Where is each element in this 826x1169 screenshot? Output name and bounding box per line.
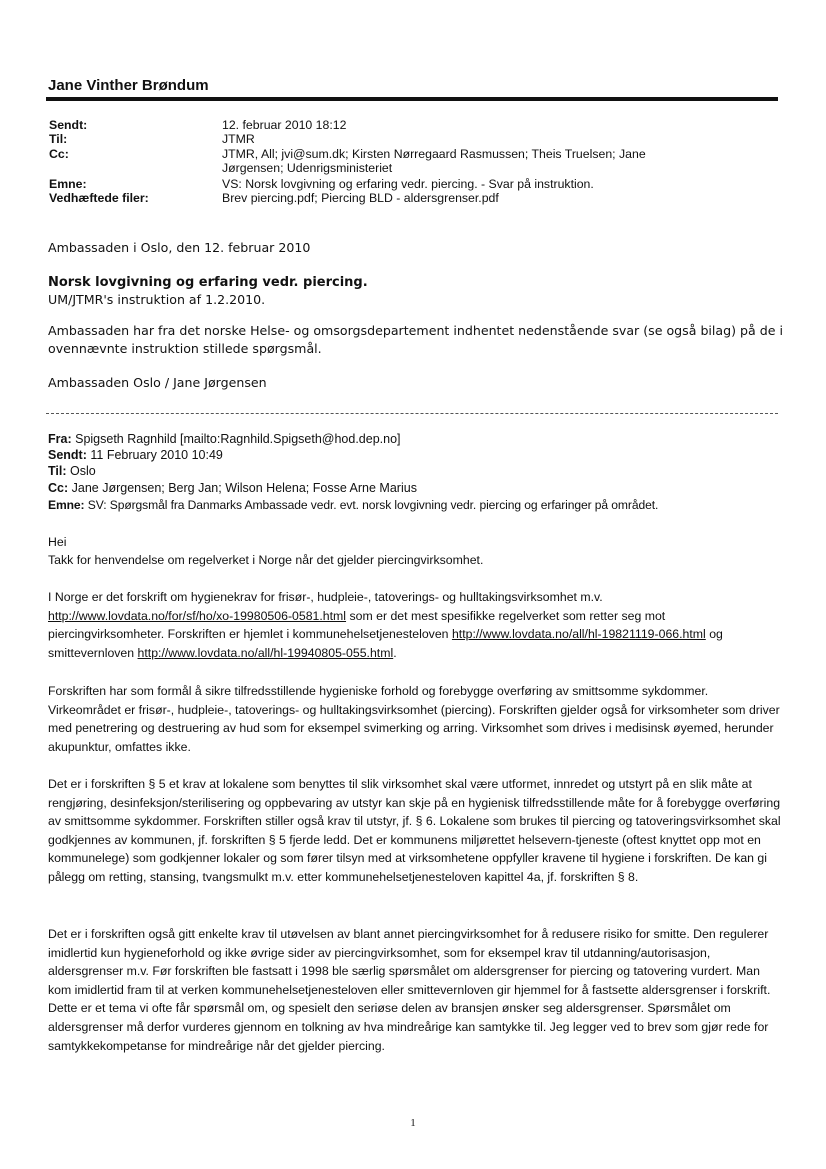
page-number: 1 [410, 1117, 416, 1129]
forward-cc-label: Cc: [48, 481, 69, 495]
forward-sent-label: Sendt: [48, 448, 87, 462]
p1-text-c: og smittevernloven [48, 627, 723, 660]
attachments-value: Brev piercing.pdf; Piercing BLD - aldersgrenser.pdf [222, 191, 499, 205]
forward-from-value: Spigseth Ragnhild [mailto:Ragnhild.Spigseth@hod.dep.no] [75, 432, 401, 446]
subject-value: VS: Norsk lovgivning og erfaring vedr. piercing. - Svar på instruktion. [222, 177, 594, 191]
letter-thanks: Takk for henvendelse om regelverket i Norge når det gjelder piercingvirksomhet. [48, 553, 484, 567]
forward-subject-label: Emne: [48, 498, 85, 512]
forward-from-label: Fra: [48, 432, 72, 446]
memo-signature: Ambassaden Oslo / Jane Jørgensen [48, 375, 267, 390]
forward-to [48, 462, 96, 480]
header-rule [46, 97, 778, 101]
forward-cc [48, 479, 417, 497]
forward-to-value: Oslo [70, 464, 96, 478]
attachments-label: Vedhæftede filer: [49, 191, 149, 205]
p1-text-b: som er det mest spesifikke regelverket som retter seg mot piercingvirksomheter. Forskriften er hjemlet i kommunehelsetjenesteloven [48, 608, 666, 642]
p1-text-d: . [393, 645, 397, 660]
sent-value: 12. februar 2010 18:12 [222, 118, 347, 132]
letter-greeting: Hei [48, 535, 67, 549]
lovdata-kommunehelsetjenesteloven-link[interactable]: http://www.lovdata.no/all/hl-19821119-066.html [451, 627, 706, 642]
letter-paragraph-1 [48, 588, 783, 662]
memo-instruction: UM/JTMR's instruktion af 1.2.2010. [48, 292, 266, 307]
cc-value-line2: Jørgensen; Udenrigsministeriet [222, 161, 393, 175]
cc-label: Cc: [49, 147, 69, 161]
letter-paragraph-4: Det er i forskriften også gitt enkelte krav til utøvelsen av blant annet piercingvirksomhet for å redusere risiko for smitte. Den regulerer imidlertid kun hygieneforhold og ikke øvrige sider av piercingvirksomhet, som for eksempel krav til utdanning/autorisasjon, aldersgrenser m.v. Før forskriften ble fastsatt i 1998 ble særlig spørsmålet om aldersgrenser for piercing og tatovering vurdert. Man kom imidlertid fram til at verken kommunehelsetjenesteloven eller smittevernloven gir hjemmel for å fastsette aldersgrenser i forskrift. Dette er et tema vi ofte får spørsmål om, og spesielt den seriøse delen av bransjen ønsker seg aldersgrenser. Spørsmålet om aldersgrenser må derfor vurderes gjennom en tolkning av hva mindreårige kan samtykke til. Jeg legger ved to brev som gjør rede for samtykkekompetanse for mindreårige når det gjelder piercing. [48, 927, 771, 1053]
p1-text-a: I Norge er det forskrift om hygienekrav for frisør-, hudpleie-, tatoverings- og hulltakingsvirksomhet m.v. [48, 590, 603, 604]
forward-to-label: Til: [48, 464, 67, 478]
letter-paragraph-3: Det er i forskriften § 5 et krav at lokalene som benyttes til slik virksomhet skal være utformet, innredet og utstyrt på en slik måte at rengjøring, desinfeksjon/sterilisering og oppbevaring av utstyr kan skje på en hygienisk tilfredsstillende måte for å forebygge overføring av smittsomme sykdommer. Forskriften stiller også krav til utstyr, jf. § 6. Lokalene som brukes til piercing og tatoveringsvirksomhet skal godkjennes av kommunen, jf. forskriften § 5 fjerde ledd. Det er kommunens miljørettet helsevern-tjeneste (oftest knyttet opp mot en kommunelege) som godkjenner lokaler og som fører tilsyn med at virksomhetene oppfyller kravene til hygiene i forskriften. De kan gi pålegg om retting, stansing, tvangsmulkt m.v. etter kommunehelsetjenesteloven kapittel 4a, jf. forskriften § 8. [48, 777, 781, 884]
forward-subject [48, 496, 658, 514]
forward-sent-value: 11 February 2010 10:49 [90, 448, 223, 462]
to-label: Til: [49, 132, 68, 146]
to-value: JTMR [222, 132, 255, 146]
forward-separator [46, 413, 778, 414]
subject-label: Emne: [49, 177, 87, 191]
letter-paragraph-2: Forskriften har som formål å sikre tilfredsstillende hygieniske forhold og forebygge overføring av smittsomme sykdommer. Virkeområdet er frisør-, hudpleie-, tatoverings- og hulltakingsvirksomhet (piercing). Forskriften gjelder også for virksomheter som driver med penetrering og destruering av hud som for eksempel svimerking og arring. Virksomhet som drives i medisinsk øyemed, herunder akupunktur, omfattes ikke. [48, 684, 780, 754]
cc-value-line1: JTMR, All; jvi@sum.dk; Kirsten Nørregaard Rasmussen; Theis Truelsen; Jane [222, 147, 646, 161]
sender-name: Jane Vinther Brøndum [48, 77, 209, 94]
memo-place-date: Ambassaden i Oslo, den 12. februar 2010 [48, 240, 311, 255]
memo-intro: Ambassaden har fra det norske Helse- og omsorgsdepartement indhentet nedenstående svar (se også bilag) på de i ovennævnte instruktion stillede spørgsmål. [48, 323, 784, 356]
sent-label: Sendt: [49, 118, 88, 132]
lovdata-smittevernloven-link[interactable]: http://www.lovdata.no/all/hl-19940805-055.html [137, 645, 394, 660]
forward-cc-value: Jane Jørgensen; Berg Jan; Wilson Helena; Fosse Arne Marius [71, 481, 417, 495]
forward-subject-value: SV: Spørgsmål fra Danmarks Ambassade vedr. evt. norsk lovgivning vedr. piercing og erfaringer på området. [87, 498, 659, 512]
lovdata-forskrift-link[interactable]: http://www.lovdata.no/for/sf/ho/xo-19980506-0581.html [48, 608, 347, 623]
memo-heading: Norsk lovgivning og erfaring vedr. piercing. [48, 275, 368, 290]
